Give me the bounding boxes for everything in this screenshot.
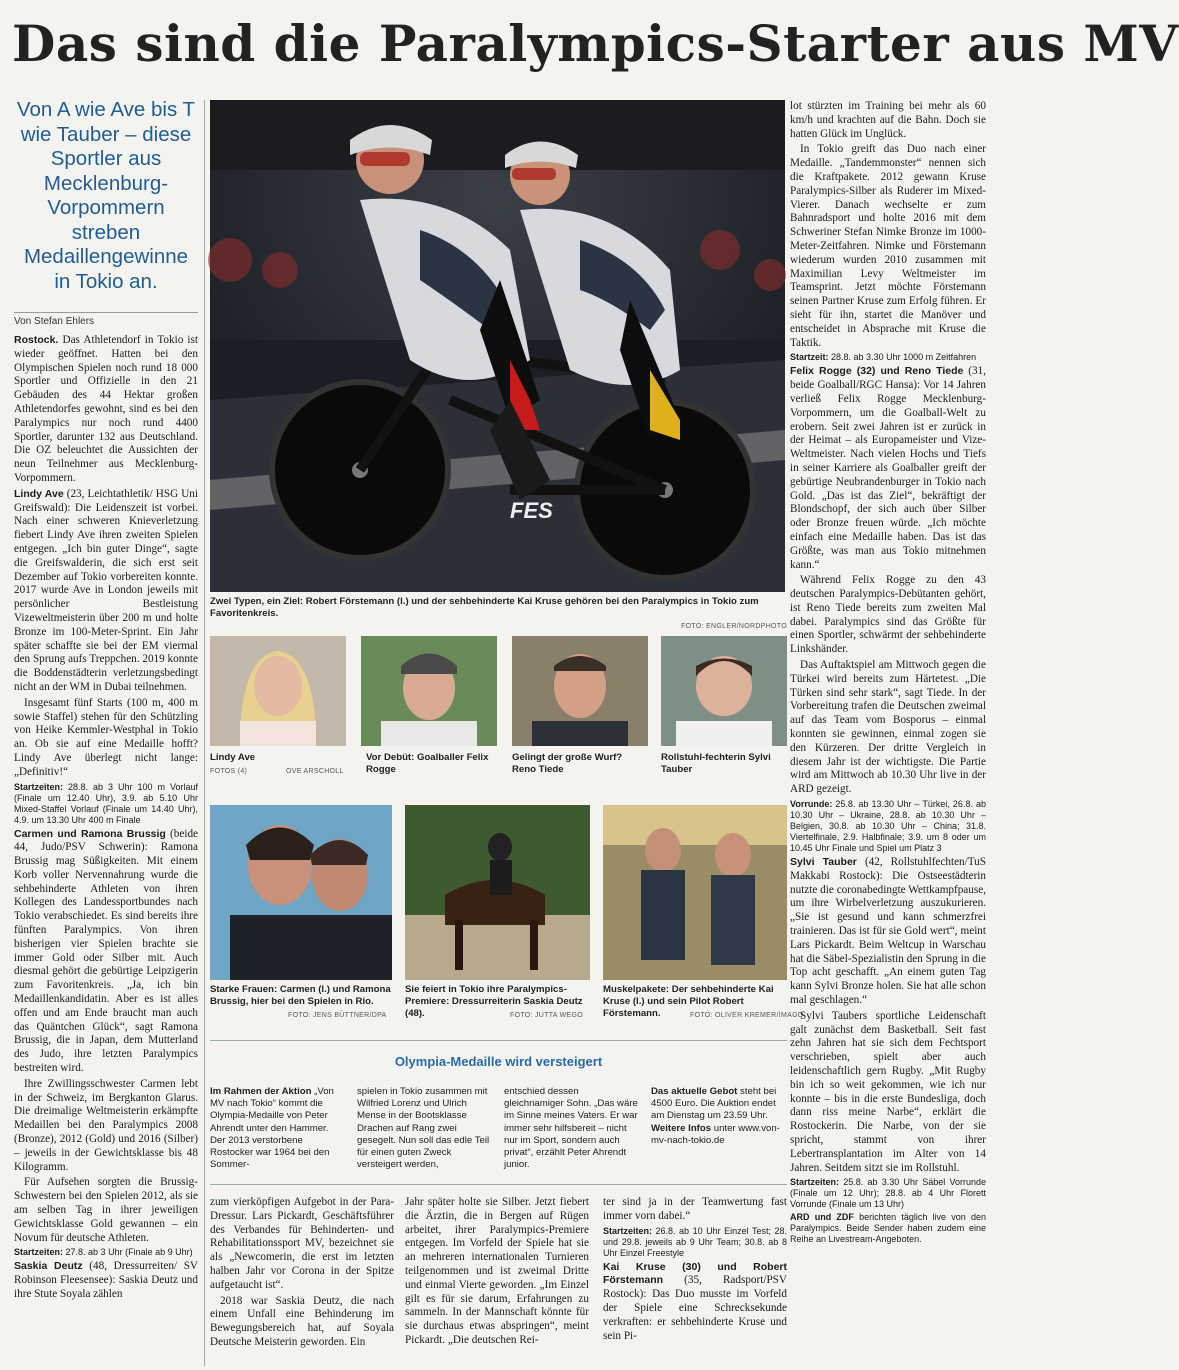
- keyword-lindy-ave: Lindy Ave: [14, 487, 64, 500]
- photo2-caption-1: Starke Frauen: Carmen (l.) und Ramona Brussig, hier bei den Spielen in Rio.: [210, 984, 391, 1007]
- paragraph: Insgesamt fünf Starts (100 m, 400 m sowie Staffel) stehen für den Schützling von Heike Kemmler-Westphal in Tokio an. Ob sie auf eine Medaille hofft? Lindy Ave überlegt nicht lange: „Definitiv!“: [14, 696, 198, 778]
- box-col-2: spielen in Tokio zusammen mit Wilfried Lorenz und Ulrich Mense in der Bootsklasse Drachen auf Rang zwei gesegelt. Nun soll das edle Teil für einen guten Zweck versteigert werden,: [357, 1086, 490, 1171]
- startzeiten-tauber: Startzeiten: 25.8. ab 3.30 Uhr Säbel Vorrunde (Finale um 12 Uhr); 28.8. ab 4 Uhr Florett Vorrunde (Finale um 13 Uhr): [790, 1177, 986, 1210]
- portrait-caption-3: Gelingt der große Wurf? Reno Tiede: [512, 752, 623, 775]
- portrait-sylvi-tauber: [661, 636, 787, 746]
- box-bottom-rule: [210, 1184, 787, 1185]
- photo2-credit-2: FOTO: JUTTA WEGO: [510, 1012, 583, 1019]
- teaser: Von A wie Ave bis T wie Tauber – diese Sportler aus Mecklenburg-Vorpommern streben Medaillengewinne in Tokio an.: [16, 98, 196, 293]
- photo2-credit-1: FOTO: JENS BÜTTNER/DPA: [288, 1012, 387, 1019]
- portrait-caption-1: Lindy Ave: [210, 752, 256, 763]
- keyword-deutz: Saskia Deutz: [14, 1260, 83, 1273]
- main-photo: [210, 100, 785, 592]
- photo2-caption-2: Sie feiert in Tokio ihre Paralympics-Premiere: Dressurreiterin Saskia Deutz (48).: [405, 984, 583, 1019]
- photo2-credit-3: FOTO: OLIVER KREMER/IMAGO: [690, 1012, 804, 1019]
- portrait-lindy-ave: [210, 636, 346, 746]
- bottom-column-1: zum vierköpfigen Aufgebot in der Para-Dressur. Lars Pickardt, Geschäftsführer des Verbandes für Behinderten- und Rehabilitationssport MV, bezeichnet sie als „Newcomerin, die erst im letzten halben Jahr vor Corona in der Spitze aufgetaucht ist“. 2018 war Saskia Deutz, die nach einem Unfall eine Behinderung im Bewegungsbereich hat, auf Soyala Deutsche Meisterin geworden. Ein: [210, 1196, 394, 1348]
- paragraph: Für Aufsehen sorgten die Brussig-Schwestern bei den Spielen 2012, als sie am selben Tag in ihrer jeweiligen Gewichtsklasse Gold gewannen – ein Novum für deutsche Athleten.: [14, 1176, 198, 1244]
- bike-logo: FES: [510, 498, 553, 523]
- box-col-1: Im Rahmen der Aktion „Von MV nach Tokio“ kommt die Olympia-Medaille von Peter Ahrendt unter den Hammer. Der 2013 verstorbene Rostocker war 1964 bei den Sommer-: [210, 1086, 334, 1171]
- keyword-rogge-tiede: Felix Rogge (32) und Reno Tiede: [790, 365, 964, 378]
- right-column: lot stürzten im Training bei mehr als 60 km/h und krachten auf die Bahn. Doch sie hatten Glück im Unglück. In Tokio greift das Duo nach einer Medaille. „Tandemmonster“ nennen sich die Kraftpakete. 2012 gewann Kruse Paralympics-Silber als Ruderer im Mixed-Vierer. Danach wechselte er zum Bahnradsport und holte 2016 mit dem Schweriner Stefan Nimke Bronze im 1000-Meter-Zeitfahren. Nimke und Förstemann wiederum wurden 2010 zusammen mit Maximilian Levy Weltmeister im Teamsprint. Jetzt möchte Förstemann seinen Partner Kruse zum Erfolg führen. Er sieht für ihn, startet die Manöver und entscheidet in Absprache mit Kruse die Taktik. Startzeit: 28.8. ab 3.30 Uhr 1000 m Zeitfahren Felix Rogge (32) und Reno Tiede (31, beide Goalball/RGC Hansa): Vor 14 Jahren verließ Felix Rogge Mecklenburg-Vorpommern, um die Goalball-Welt zu erobern. Seit zwei Jahren ist er zurück in der Heimat – als Europameister und Vize-Weltmeister. Nach vielen Hochs und Tiefs in seiner Karriere als Goalballer greift der gebürtige Neubrandenburger in Tokio nach Gold. „Das ist das Ziel“, bekräftigt der Blondschopf, der sich auch über Silber oder Bronze freuen würde. „Ich möchte einfach eine Medaille haben. Das ist das Größte, was man aus Tokio mitnehmen kann.“ Während Felix Rogge zu den 43 deutschen Paralympics-Debütanten gehört, ist Reno Tiede bereits zum zweiten Mal dabei. Paralympics sind das Größte für einen Sportler, schwärmt der sehbehinderte Linkshänder. Das Auftaktspiel am Mittwoch gegen die Türkei wird bereits zum Härtetest. „Die Türken sind sehr stark“, sagt Tiede. In der Vorbereitung trafen die Deutschen zweimal auf das Team vom Bosporus – einmal konnten sie gewinnen, einmal zogen sie den Kürzeren. Der dritte Vergleich in diesem Jahr ist der wichtigste. Die Partie wird am Mittwoch ab 10.30 Uhr live in der ARD gezeigt. Vorrunde: 25.8. ab 13.30 Uhr – Türkei, 26.8. ab 10.30 Uhr – Ukraine, 28.8. ab 10.30 Uhr – Belgien, 30.8. ab 10.30 Uhr – China; 31.8. Viertelfinale, 2.9. Halbfinale; 3.9. um 8 oder um 10.45 Uhr Finale und Spiel um Platz 3 Sylvi Tauber (42, Rollstuhlfechten/TuS Makkabi Rostock): Die Ostseestädterin nutzte die coronabedingte Wettkampfpause, um ihre Wirbelverletzung auszukurieren. „Sie ist gesund und kann schmerzfrei trainieren. Das ist für sie Gold wert“, meint Lars Pickardt. Beim Weltcup in Warschau hat die Säbel-Spezialistin den Sprung in die Top acht geschafft. „An einem guten Tag kann Sylvi Bronze holen. Sie hat alle schon mal geschlagen.“ Sylvi Taubers sportliche Leidenschaft galt zunächst dem Basketball. Seit fast zehn Jahren hat sie sich dem Fechtsport verschrieben, spielt aber auch leidenschaftlich gern Rugby. „Mit Rugby bin ich so weit gekommen, wie ich nur konnte – bis in die erste Bundesliga, doch dann riss meine Narbe“, erklärt die Rostockerin. Die Narbe, von der sie spricht, stammt von ihrer Lebertransplantation im Alter von 14 Jahren. Seitdem sitzt sie im Rollstuhl. Startzeiten: 25.8. ab 3.30 Uhr Säbel Vorrunde (Finale um 12 Uhr); 28.8. ab 4 Uhr Florett Vorrunde (Finale um 13 Uhr) ARD und ZDF berichten täglich live von den Paralympics. Beide Sender haben zudem eine Reihe an Livestream-Angeboten.: [790, 100, 987, 1245]
- keyword-brussig: Carmen und Ramona Brussig: [14, 827, 166, 840]
- portrait-credit-1: OVE ARSCHOLL: [286, 768, 344, 775]
- box-col-4: Das aktuelle Gebot steht bei 4500 Euro. Die Auktion endet am Dienstag um 23.59 Uhr. Weitere Infos unter www.von-mv-nach-tokio.de: [651, 1086, 780, 1146]
- column-divider: [204, 100, 205, 1366]
- keyword-kruse: Kai Kruse (30) und Robert Förstemann: [603, 1260, 787, 1287]
- bottom-column-3: ter sind ja in der Teamwertung fast immer vorn dabei.“ Startzeiten: 26.8. ab 10 Uhr Einzel Test; 28. und 29.8. jeweils ab 9 Uhr Team; 30.8. ab 8 Uhr Einzel Freestyle Kai Kruse (30) und Robert Förstemann (35, Radsport/PSV Rostock): Das Duo musste im Vorfeld der Spiele eine Schrecksekunde verkraften: er sehbehinderte Kruse und sein Pi-: [603, 1196, 787, 1342]
- main-photo-credit: FOTO: ENGLER/NORDPHOTO: [681, 623, 787, 630]
- startzeit-kruse: Startzeit: 28.8. ab 3.30 Uhr 1000 m Zeitfahren: [790, 352, 977, 363]
- bottom-column-2: Jahr später holte sie Silber. Jetzt fiebert die Ärztin, die in Bergen auf Rügen arbeitet, ihrer Paralympics-Premiere entgegen. Im Vorfeld der Spiele hat sie an mehreren internationalen Turnieren teilgenommen und ist zweimal Dritte und einmal Vierte geworden. „Im Einzel gilt es für sie darum, Erfahrungen zu sammeln. In der Mannschaft könnte für sie durchaus etwas abspringen“, meint Pickardt. „Die deutschen Rei-: [405, 1196, 589, 1346]
- startzeiten-deutz: Startzeiten: 26.8. ab 10 Uhr Einzel Test; 28. und 29.8. jeweils ab 9 Uhr Team; 30.8. ab 8 Uhr Einzel Freestyle: [603, 1225, 787, 1258]
- portrait-caption-2: Vor Debüt: Goalballer Felix Rogge: [366, 752, 489, 775]
- startzeiten-brussig: Startzeiten: 27.8. ab 3 Uhr (Finale ab 9 Uhr): [14, 1247, 193, 1258]
- ard-zdf-note: ARD und ZDF berichten täglich live von den Paralympics. Beide Sender haben zudem eine Reihe an Livestream-Angeboten.: [790, 1212, 986, 1245]
- headline: Das sind die Paralympics-Starter aus MV: [12, 14, 1179, 73]
- portrait-felix-rogge: [361, 636, 497, 746]
- portrait-caption-4: Rollstuhl-fechterin Sylvi Tauber: [661, 752, 771, 775]
- column-1: [14, 334, 198, 1370]
- startzeiten-ave: Startzeiten: 28.8. ab 3 Uhr 100 m Vorlauf (Finale um 12.40 Uhr), 3.9. ab 5.10 Uhr Mixed-Staffel Vorlauf (Finale um 14.40 Uhr), 4.9. um 13.30 Uhr 400 m Finale: [14, 781, 198, 825]
- box-top-rule: [210, 1040, 787, 1041]
- keyword-tauber: Sylvi Tauber: [790, 856, 857, 869]
- paragraph: (48, Dressurreiten/ SV Robinson Fleesensee): Saskia Deutz und ihre Stute Soyala zählen: [14, 1260, 198, 1300]
- vorrunde-goalball: Vorrunde: 25.8. ab 13.30 Uhr – Türkei, 26.8. ab 10.30 Uhr – Ukraine, 28.8. ab 10.30 Uhr – Belgien, 30.8. ab 10.30 Uhr – China; 31.8. Viertelfinale, 2.9. Halbfinale; 3.9. um 8 oder um 10.45 Uhr Finale und Spiel um Platz 3: [790, 799, 986, 854]
- photo-deutz: [405, 805, 590, 980]
- paragraph: Ihre Zwillingsschwester Carmen lebt in der Schweiz, im Bergkanton Glarus. Die dreimalige Weltmeisterin erkämpfte Medaillen bei den Paralympics 2008 (Bronze), 2012 (Gold) und 2016 (Silber) – jeweils in der Gewichtsklasse bis 48 Kilogramm.: [14, 1077, 198, 1173]
- keyword-rostock: Rostock.: [14, 334, 59, 346]
- paragraph: (beide 44, Judo/PSV Schwerin): Ramona Brussig mag Süßigkeiten. Mit einem Korb voller Nervennahrung wurde die sehbehinderte Athleten von ihren Kollegen des Landessportbundes nach Tokio verabschiedet. Es sind bereits ihre fünften Paralympics. Von ihren bisherigen vier Spielen brachte sie immer Gold oder Silber mit. Auch diesmal gehört die gebürtige Leipzigerin zum Favoritenkreis. „Ja, ich bin Medaillenkandidatin. Aber es ist alles offen und am Ende braucht man auch das Quäntchen Glück“, sagt Ramona Brussig, die in Japan, dem Mutterland des Judo, ihre letzten Paralympics bestreiten wird.: [14, 827, 198, 1075]
- box-heading: Olympia-Medaille wird versteigert: [394, 1054, 603, 1069]
- byline: Von Stefan Ehlers: [14, 312, 198, 327]
- paragraph: Das Athletendorf in Tokio ist wieder geöffnet. Hatten bei den Olympischen Spielen noch rund 18 000 Sportler und Offizielle in den 21 Gebäuden des 44 Hektar großen Athletendorfes gewohnt, sind es bei den Paralympics nur noch rund 4400 Sportler, darunter 132 aus Deutschland. Die OZ beleuchtet die Aussichten der neun Teilnehmer aus Mecklenburg-Vorpommern.: [14, 334, 198, 484]
- portrait-reno-tiede: [512, 636, 648, 746]
- photo-brussig: [210, 805, 392, 980]
- main-photo-caption: Zwei Typen, ein Ziel: Robert Förstemann (l.) und der sehbehinderte Kai Kruse gehören bei den Paralympics in Tokio zum Favoritenkreis.: [210, 596, 759, 619]
- photo2-caption-3: Muskelpakete: Der sehbehinderte Kai Kruse (l.) und sein Pilot Robert Förstemann.: [603, 984, 774, 1019]
- box-col-3: entschied dessen gleichnamiger Sohn. „Das wäre im Sinne meines Vaters. Er war immer sehr hilfsbereit – nicht nur im Sport, sondern auch privat“, erzählt Peter Ahrendt junior.: [504, 1086, 638, 1171]
- portrait-sub-1: FOTOS (4): [210, 768, 248, 775]
- paragraph: (23, Leichtathletik/ HSG Uni Greifswald): Die Leidenszeit ist vorbei. Nach einer schweren Knieverletzung fiebert Lindy Ave ihren zweiten Spielen entgegen. „Ich bin guter Dinge“, sagte die Greifswalderin, die sich erst seit Dezember auf Tokio vorbereiten konnte. 2017 wurde Ave in London jeweils mit persönlicher Bestleistung Vizeweltmeisterin über 200 m und holte Bronze im 100-Meter-Sprint. Ein Jahr später schaffte sie bei der EM viermal den Sprung aufs Treppchen. 2019 konnte die Boddenstädterin verletzungsbedingt nicht an der WM in Dubai teilnehmen.: [14, 487, 199, 693]
- photo-kruse-foerstemann: [603, 805, 787, 980]
